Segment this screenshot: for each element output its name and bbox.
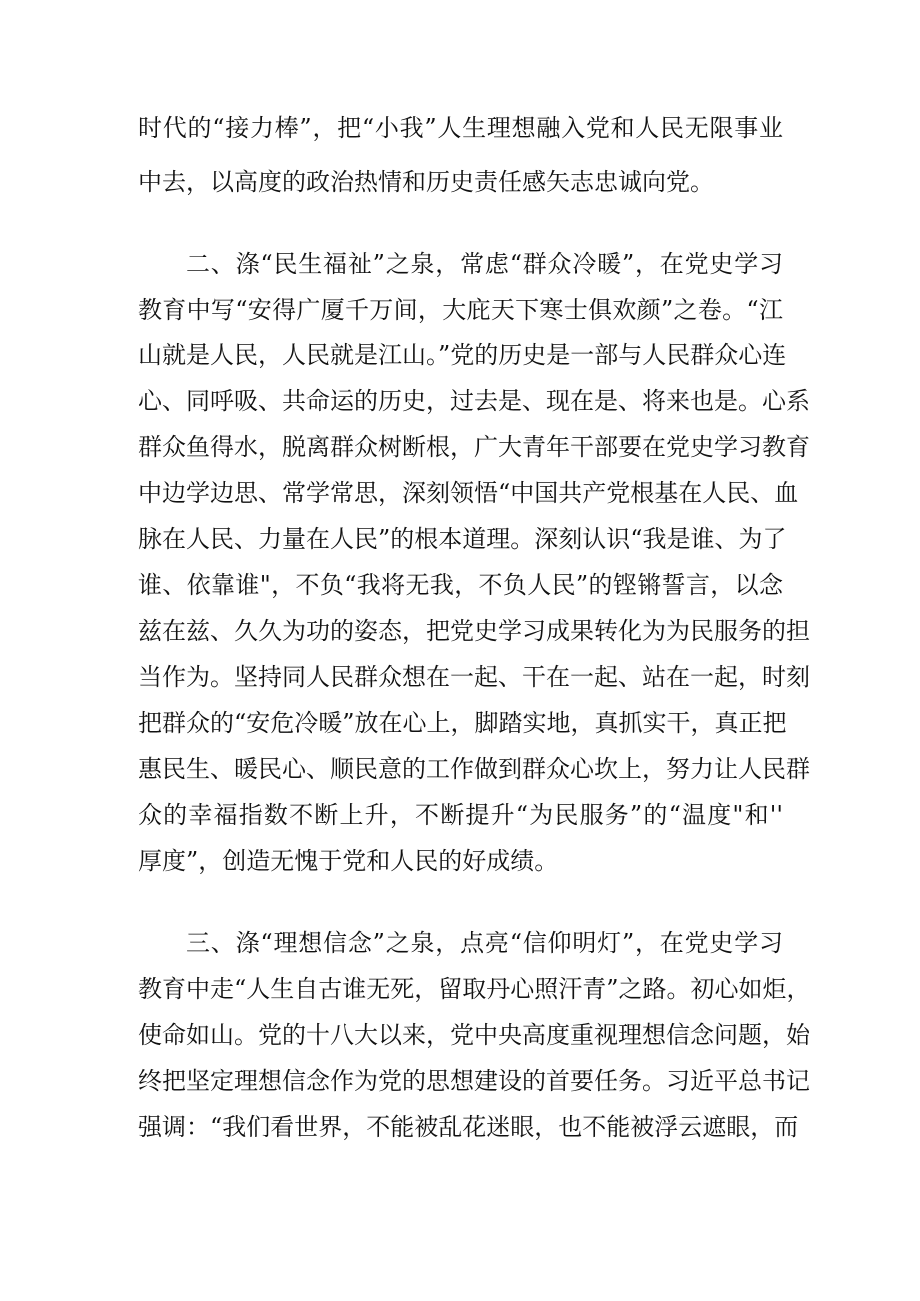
- text-line: 当作为。坚持同人民群众想在一起、干在一起、站在一起，时刻: [138, 663, 810, 691]
- text-line: 厚度”，创造无愧于党和人民的好成绩。: [138, 847, 559, 875]
- text-line: 群众鱼得水，脱离群众树断根，广大青年干部要在党史学习教育: [138, 433, 810, 461]
- text-line: 心、同呼吸、共命运的历史，过去是、现在是、将来也是。心系: [138, 387, 810, 415]
- text-line: 惠民生、暖民心、顺民意的工作做到群众心坎上，努力让人民群: [138, 755, 810, 783]
- text-line: 使命如山。党的十八大以来，党中央高度重视理想信念问题，始: [138, 1021, 810, 1049]
- text-line: 终把坚定理想信念作为党的思想建设的首要任务。习近平总书记: [138, 1067, 810, 1095]
- text-line: 谁、依靠谁"，不负“我将无我，不负人民”的铿锵誓言，以念: [138, 571, 783, 599]
- text-line: 脉在人民、力量在人民”的根本道理。深刻认识“我是谁、为了: [138, 525, 787, 553]
- text-line: 中去，以高度的政治热情和历史责任感矢志忠诚向党。: [138, 168, 714, 196]
- text-line: 教育中写“安得广厦千万间，大庇天下寒士俱欢颜”之卷。“江: [138, 296, 783, 324]
- text-line: 把群众的“安危冷暖”放在心上，脚踏实地，真抓实干，真正把: [138, 709, 787, 737]
- text-line: 山就是人民，人民就是江山。”党的历史是一部与人民群众心连: [138, 341, 787, 369]
- text-line: 教育中走“人生自古谁无死，留取丹心照汗青”之路。初心如炬，: [138, 975, 811, 1003]
- text-line: 兹在兹、久久为功的姿态，把党史学习成果转化为为民服务的担: [138, 617, 810, 645]
- text-line: 众的幸福指数不断上升，不断提升“为民服务”的“温度"和'': [138, 801, 783, 829]
- text-line: 强调：“我们看世界，不能被乱花迷眼，也不能被浮云遮眼，而: [138, 1113, 799, 1141]
- text-line: 中边学边思、常学常思，深刻领悟“中国共产党根基在人民、血: [138, 479, 799, 507]
- text-line: 时代的“接力棒”，把“小我”人生理想融入党和人民无限事业: [138, 114, 783, 142]
- paragraph-heading-line: 三、涤“理想信念”之泉，点亮“信仰明灯”，在党史学习: [186, 929, 783, 957]
- paragraph-heading-line: 二、涤“民生福祉”之泉，常虑“群众冷暖”，在党史学习: [186, 250, 783, 278]
